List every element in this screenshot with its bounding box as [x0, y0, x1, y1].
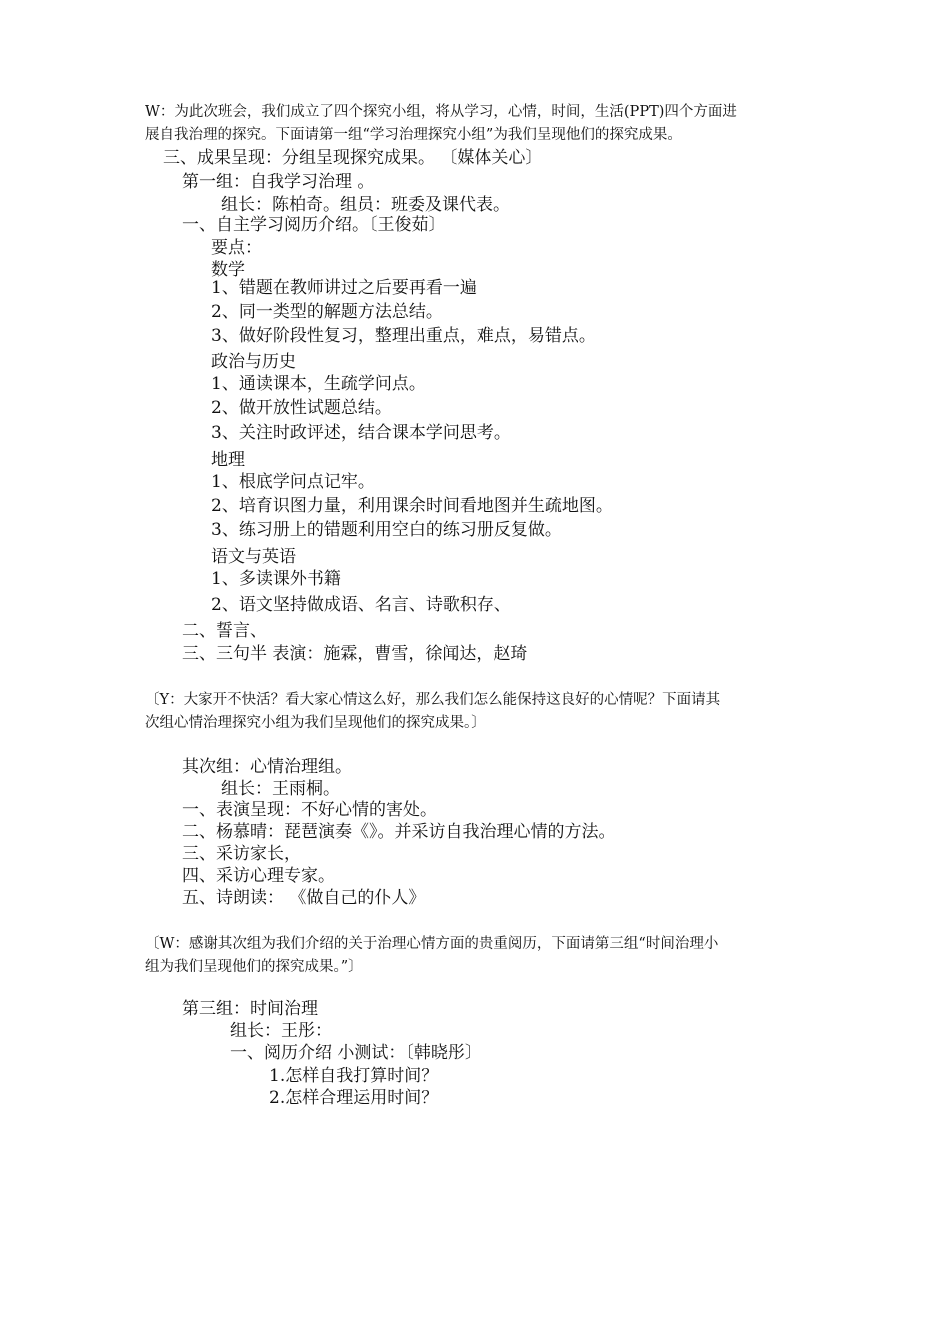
transition-1-line-1: 〔Y：大家开不快活？看大家心情这么好，那么我们怎么能保持这良好的心情呢？下面请其	[145, 692, 721, 708]
intro-line-2: 展自我治理的探究。下面请第一组“学习治理探究小组”为我们呈现他们的探究成果。	[145, 127, 682, 143]
chinese-english-label: 语文与英语	[211, 547, 296, 567]
group-1-item-1: 一、自主学习阅历介绍。〔王俊茹〕	[182, 215, 446, 235]
geography-item-2: 2、培育识图力量，利用课余时间看地图并生疏地图。	[211, 496, 613, 516]
politics-label: 政治与历史	[211, 352, 296, 372]
transition-1-line-2: 次组心情治理探究小组为我们呈现他们的探究成果。〕	[145, 715, 486, 731]
politics-item-3: 3、关注时政评述，结合课本学问思考。	[211, 423, 511, 443]
group-3-question-2: 2.怎样合理运用时间？	[269, 1088, 439, 1108]
transition-2-line-1: 〔W：感谢其次组为我们介绍的关于治理心情方面的贵重阅历，下面请第三组“时间治理小	[145, 936, 719, 952]
group-3-item-1: 一、阅历介绍 小测试：〔韩晓彤〕	[230, 1043, 482, 1063]
group-2-title: 其次组：心情治理组。	[182, 757, 352, 777]
group-2-item-2: 二、杨慕晴：琵琶演奏《》。并采访自我治理心情的方法。	[182, 822, 616, 842]
geography-item-1: 1、根底学问点记牢。	[211, 472, 375, 492]
group-2-item-1: 一、表演呈现：不好心情的害处。	[182, 800, 437, 820]
group-3-leader: 组长：王彤：	[230, 1021, 332, 1041]
geography-item-3: 3、练习册上的错题利用空白的练习册反复做。	[211, 520, 562, 540]
group-1-item-3: 三、三句半 表演：施霖，曹雪，徐闻达，赵琦	[182, 644, 528, 664]
math-label: 数学	[211, 260, 245, 280]
geography-label: 地理	[211, 450, 245, 470]
politics-item-2: 2、做开放性试题总结。	[211, 398, 392, 418]
group-1-leader: 组长：陈柏奇。组员：班委及课代表。	[221, 195, 510, 215]
intro-line-1: W：为此次班会，我们成立了四个探究小组，将从学习，心情，时间，生活(PPT)四个方面进	[145, 104, 737, 120]
chinese-english-item-2: 2、语文坚持做成语、名言、诗歌积存、	[211, 595, 511, 615]
transition-2-line-2: 组为我们呈现他们的探究成果。”〕	[145, 959, 363, 975]
group-3-title: 第三组：时间治理	[182, 999, 318, 1019]
group-2-item-3: 三、采访家长，	[182, 844, 301, 864]
chinese-english-item-1: 1、多读课外书籍	[211, 569, 341, 589]
group-2-item-5: 五、诗朗读： 《做自己的仆人》	[182, 888, 426, 908]
group-1-title: 第一组：自我学习治理 。	[182, 172, 375, 192]
group-2-leader: 组长：王雨桐。	[221, 779, 340, 799]
politics-item-1: 1、通读课本，生疏学问点。	[211, 374, 426, 394]
math-item-2: 2、同一类型的解题方法总结。	[211, 302, 443, 322]
group-1-item-2: 二、誓言、	[182, 621, 267, 641]
math-item-3: 3、做好阶段性复习，整理出重点，难点，易错点。	[211, 326, 596, 346]
group-3-question-1: 1.怎样自我打算时间？	[269, 1066, 439, 1086]
group-2-item-4: 四、采访心理专家。	[182, 866, 335, 886]
keypoints-label: 要点：	[211, 238, 262, 258]
section-3-heading: 三、成果呈现：分组呈现探究成果。 〔媒体关心〕	[163, 148, 543, 168]
math-item-1: 1、错题在教师讲过之后要再看一遍	[211, 278, 477, 298]
